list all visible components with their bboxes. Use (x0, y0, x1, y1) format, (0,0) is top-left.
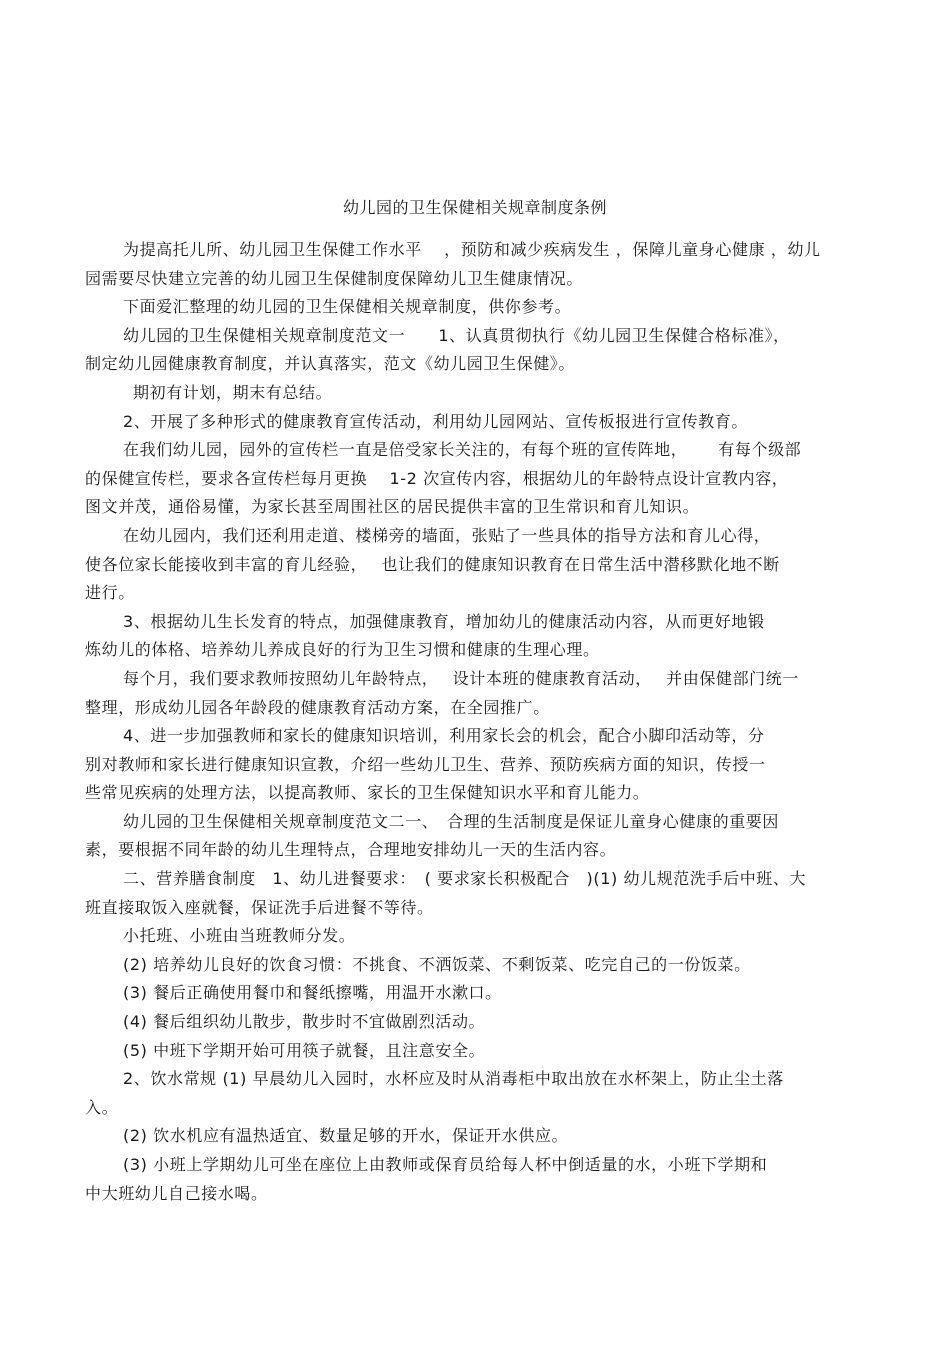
body-line: 别对教师和家长进行健康知识宣教，介绍一些幼儿卫生、营养、预防疾病方面的知识，传授一 (85, 754, 766, 774)
body-line: 素，要根据不同年龄的幼儿生理特点，合理地安排幼儿一天的生活内容。 (85, 840, 617, 860)
body-line: 的保健宣传栏，要求各宣传栏每月更换 1-2 次宣传内容，根据幼儿的年龄特点设计宣教内容， (85, 468, 789, 488)
body-line: 进行。 (85, 583, 135, 603)
body-line: (4) 餐后组织幼儿散步，散步时不宜做剧烈活动。 (123, 1012, 486, 1032)
body-line: 在幼儿园内，我们还利用走道、楼梯旁的墙面，张贴了一些具体的指导方法和育儿心得， (123, 525, 771, 545)
body-line: 小托班、小班由当班教师分发。 (123, 926, 356, 946)
body-line: (2) 饮水机应有温热适宜、数量足够的开水，保证开水供应。 (123, 1126, 569, 1146)
body-line: 园需要尽快建立完善的幼儿园卫生保健制度保障幼儿卫生健康情况。 (85, 268, 584, 288)
body-line: 中大班幼儿自己接水喝。 (85, 1183, 268, 1203)
body-line: 下面爱汇整理的幼儿园的卫生保健相关规章制度，供你参考。 (123, 297, 572, 317)
body-line: (3) 小班上学期幼儿可坐在座位上由教师或保育员给每人杯中倒适量的水，小班下学期和 (123, 1155, 768, 1174)
body-line: 些常见疾病的处理方法，以提高教师、家长的卫生保健知识水平和育儿能力。 (85, 783, 650, 803)
body-line: (3) 餐后正确使用餐巾和餐纸擦嘴，用温开水漱口。 (123, 983, 502, 1003)
body-line: 3、根据幼儿生长发育的特点，加强健康教育，增加幼儿的健康活动内容，从而更好地锻 (123, 611, 765, 631)
body-line: 在我们幼儿园，园外的宣传栏一直是倍受家长关注的，有每个班的宣传阵地， 有每个级部 (123, 440, 802, 460)
body-line: 4、进一步加强教师和家长的健康知识培训，利用家长会的机会，配合小脚印活动等，分 (123, 726, 765, 746)
body-line: 为提高托儿所、幼儿园卫生保健工作水平 ，预防和减少疾病发生 ，保障儿童身心健康 ，幼儿 (123, 240, 821, 259)
body-line: 入。 (85, 1097, 119, 1117)
body-line: 每个月，我们要求教师按照幼儿年龄特点， 设计本班的健康教育活动， 并由保健部门统一 (123, 668, 799, 688)
body-line: 2、开展了多种形式的健康教育宣传活动，利用幼儿园网站、宣传板报进行宣传教育。 (123, 411, 748, 431)
body-line: 炼幼儿的体格、培养幼儿养成良好的行为卫生习惯和健康的生理心理。 (85, 640, 600, 660)
document-body (85, 236, 875, 1208)
body-line: 期初有计划，期末有总结。 (133, 382, 333, 402)
body-line: (2) 培养幼儿良好的饮食习惯：不挑食、不洒饭菜、不剩饭菜、吃完自己的一份饭菜。 (123, 954, 751, 974)
body-line: 图文并茂，通俗易懂，为家长甚至周围社区的居民提供丰富的卫生常识和育儿知识。 (85, 497, 700, 517)
body-line: 幼儿园的卫生保健相关规章制度范文一 1、认真贯彻执行《幼儿园卫生保健合格标准》， (123, 325, 790, 345)
body-line: 班直接取饭入座就餐，保证洗手后进餐不等待。 (85, 897, 434, 917)
body-line: 二、营养膳食制度 1、幼儿进餐要求： ( 要求家长积极配合 )(1) 幼儿规范洗手后中班、大 (123, 869, 807, 889)
document-title: 幼儿园的卫生保健相关规章制度条例 (342, 198, 607, 217)
body-line: 幼儿园的卫生保健相关规章制度范文二一、 合理的生活制度是保证儿童身心健康的重要因 (123, 811, 780, 831)
body-line: (5) 中班下学期开始可用筷子就餐，且注意安全。 (123, 1040, 486, 1060)
body-line: 2、饮水常规 (1) 早晨幼儿入园时，水杯应及时从消毒柜中取出放在水杯架上，防止尘土落 (123, 1069, 784, 1089)
body-line: 使各位家长能接收到丰富的育儿经验， 也让我们的健康知识教育在日常生活中潜移默化地不断 (85, 554, 780, 574)
body-line: 制定幼儿园健康教育制度，并认真落实，范文《幼儿园卫生保健》。 (85, 354, 576, 374)
body-line: 整理，形成幼儿园各年龄段的健康教育活动方案，在全园推广。 (85, 697, 550, 717)
